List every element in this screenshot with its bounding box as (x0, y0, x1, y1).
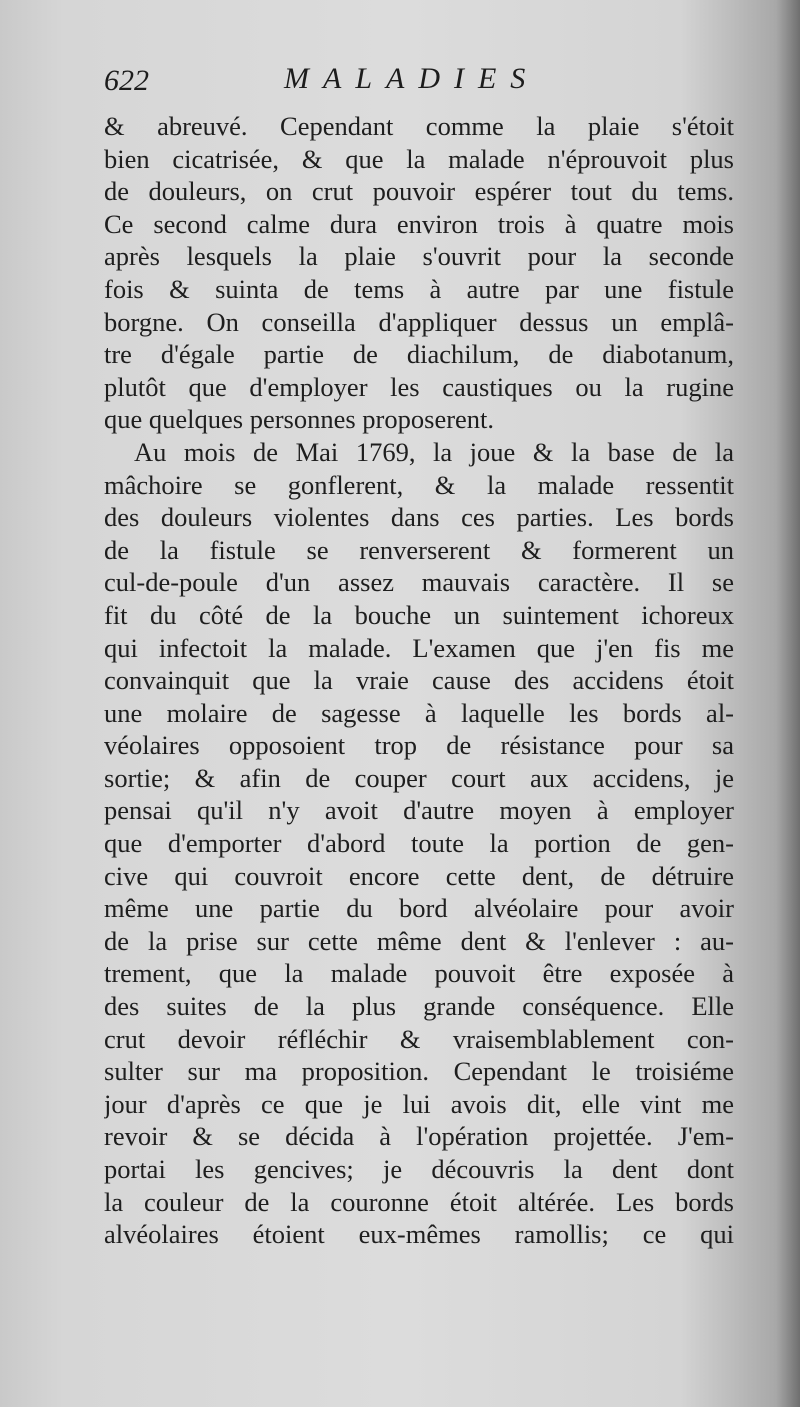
text-line: jour d'après ce que je lui avois dit, elle vint me (104, 1088, 734, 1119)
text-line: fit du côté de la bouche un suintement ichoreux (104, 599, 734, 630)
text-line: même une partie du bord alvéolaire pour avoir (104, 893, 734, 924)
text-line: pensai qu'il n'y avoit d'autre moyen à employer (104, 795, 734, 826)
text-line: cive qui couvroit encore cette dent, de détruire (104, 860, 734, 891)
text-line: sulter sur ma proposition. Cependant le troisiéme (104, 1056, 734, 1087)
text-line: de la prise sur cette même dent & l'enlever : au- (104, 925, 734, 956)
text-line: une molaire de sagesse à laquelle les bords al- (104, 697, 734, 728)
text-line: de la fistule se renverserent & formerent un (104, 534, 734, 565)
page-number: 622 (104, 64, 149, 97)
text-line: Au mois de Mai 1769, la joue & la base de la (134, 436, 734, 467)
text-line: que quelques personnes proposerent. (104, 404, 495, 435)
text-line: des suites de la plus grande conséquence. Elle (104, 991, 734, 1022)
text-line: bien cicatrisée, & que la malade n'éprouvoit plus (104, 143, 734, 174)
text-line: tre d'égale partie de diachilum, de diabotanum, (104, 339, 734, 370)
text-line: plutôt que d'employer les caustiques ou la rugine (104, 371, 734, 402)
text-line: après lesquels la plaie s'ouvrit pour la seconde (104, 241, 734, 272)
text-line: & abreuvé. Cependant comme la plaie s'étoit (104, 111, 734, 141)
text-line: borgne. On conseilla d'appliquer dessus un emplâ- (104, 306, 734, 337)
text-line: que d'emporter d'abord toute la portion de gen- (104, 828, 734, 859)
text-line: convainquit que la vraie cause des accidens étoit (104, 665, 734, 696)
page-header (104, 60, 734, 106)
text-line: alvéolaires étoient eux-mêmes ramollis; ce qui (104, 1219, 734, 1250)
text-line: véolaires opposoient trop de résistance pour sa (104, 730, 734, 761)
running-title: MALADIES (284, 62, 540, 95)
text-line: cul-de-poule d'un assez mauvais caractère. Il se (104, 567, 734, 598)
text-line: la couleur de la couronne étoit altérée. Les bords (104, 1186, 734, 1217)
text-line: sortie; & afin de couper court aux accidens, je (104, 762, 734, 793)
text-line: qui infectoit la malade. L'examen que j'en fis me (104, 632, 734, 663)
text-line: revoir & se décida à l'opération projettée. J'em- (104, 1121, 734, 1152)
text-line: Ce second calme dura environ trois à quatre mois (104, 208, 734, 239)
text-line: de douleurs, on crut pouvoir espérer tout du tems. (104, 176, 734, 207)
text-line: mâchoire se gonflerent, & la malade ressentit (104, 469, 734, 500)
text-line: crut devoir réfléchir & vraisemblablement con- (104, 1023, 734, 1054)
body-text (104, 110, 734, 1251)
text-line: trement, que la malade pouvoit être exposée à (104, 958, 734, 989)
text-line: portai les gencives; je découvris la dent dont (104, 1154, 734, 1184)
text-line: fois & suinta de tems à autre par une fistule (104, 273, 734, 304)
text-line: des douleurs violentes dans ces parties. Les bords (104, 502, 734, 533)
